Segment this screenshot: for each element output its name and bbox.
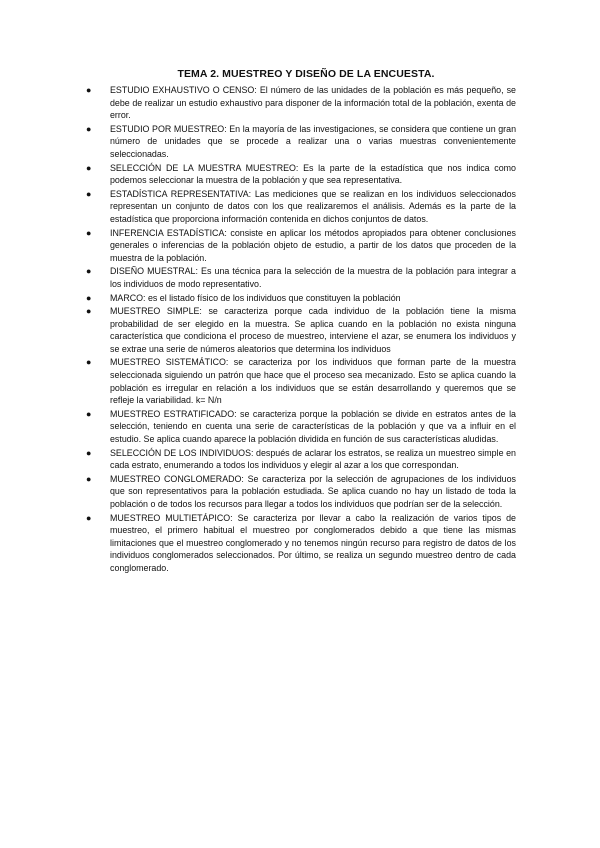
list-item bbox=[86, 408, 516, 446]
list-item-text: ESTADÍSTICA REPRESENTATIVA: Las mediciones que se realizan en los individuos seleccionados representan un conjunto de datos con los que realizaremos el análisis. Además es la parte de la estadística que proporciona información contenida en dichos conjuntos de datos. bbox=[110, 188, 516, 224]
list-item-text: ESTUDIO EXHAUSTIVO O CENSO: El número de las unidades de la población es más pequeño, se debe de realizar un estudio exhaustivo para disponer de la información total de la población, exenta de error. bbox=[110, 85, 516, 121]
list-item-text: DISEÑO MUESTRAL: Es una técnica para la selección de la muestra de la población para integrar a los individuos de modo representativo. bbox=[110, 266, 516, 289]
list-item bbox=[86, 356, 516, 406]
list-item-text: MUESTREO ESTRATIFICADO: se caracteriza porque la población se divide en estratos antes de la selección, teniendo en cuenta una serie de características de la población y que va a influir en el estudio. Se aplica cuando aparece la población dividida en función de sus características aludidas. bbox=[110, 408, 516, 445]
list-item bbox=[86, 305, 516, 355]
list-item bbox=[86, 227, 516, 265]
bullet-icon: ● bbox=[86, 292, 92, 303]
list-item bbox=[86, 447, 516, 472]
list-item bbox=[86, 265, 516, 290]
bullet-icon: ● bbox=[86, 266, 92, 277]
list-item-text: MUESTREO SISTEMÁTICO: se caracteriza por los individuos que forman parte de la muestra seleccionada siguiendo un patrón que hace que el proceso sea mecanizado. Esto se aplica cuando la población es irregular en relación a los individuos que se están desarrollando y queremos que se refleje la variabilidad. k= N/n bbox=[110, 357, 516, 406]
list-item-text: MUESTREO CONGLOMERADO: Se caracteriza por la selección de agrupaciones de los individuos que son representativos para la población estudiada. Se aplica cuando no hay un listado de toda la población o de todos los recursos para llegar a todos los individuos que podrían ser de la selección. bbox=[110, 473, 516, 509]
bullet-icon: ● bbox=[86, 188, 92, 199]
bullet-icon: ● bbox=[86, 306, 92, 317]
page-title: TEMA 2. MUESTREO Y DISEÑO DE LA ENCUESTA. bbox=[177, 68, 435, 80]
bullet-icon: ● bbox=[86, 447, 92, 458]
list-item bbox=[86, 292, 516, 305]
list-item bbox=[86, 512, 516, 575]
list-item bbox=[86, 123, 516, 161]
list-item-text: INFERENCIA ESTADÍSTICA: consiste en aplicar los métodos apropiados para obtener conclusiones generales o inferencias de la población objeto de estudio, a partir de los datos que proceden de la muestra de la población. bbox=[110, 227, 516, 263]
definition-list bbox=[86, 84, 516, 575]
list-item bbox=[86, 84, 516, 122]
list-item-text: MUESTREO MULTIETÁPICO: Se caracteriza por llevar a cabo la realización de varios tipos de muestreo, el primero habitual el muestreo por conglomerados debido a que tiene las mismas limitaciones que el muestreo conglomerado y no tenemos ningún recurso para registro de datos de los individuos conglomerados seleccionados. Por último, se realiza un segundo muestreo dentro de cada conglomerado. bbox=[110, 512, 516, 573]
bullet-icon: ● bbox=[86, 162, 92, 173]
list-item bbox=[86, 162, 516, 187]
bullet-icon: ● bbox=[86, 227, 92, 238]
bullet-icon: ● bbox=[86, 512, 92, 523]
bullet-icon: ● bbox=[86, 357, 92, 368]
list-item-text: ESTUDIO POR MUESTREO: En la mayoría de las investigaciones, se considera que contiene un gran número de unidades que se procede a realizar una o varias muestras convenientemente seleccionadas. bbox=[110, 123, 516, 159]
list-item bbox=[86, 473, 516, 511]
bullet-icon: ● bbox=[86, 85, 92, 95]
bullet-icon: ● bbox=[86, 123, 92, 134]
list-item-text: MUESTREO SIMPLE: se caracteriza porque cada individuo de la población tiene la misma probabilidad de ser elegido en la muestra. Se aplica cuando en la población no exista ninguna característica que condiciona el proceso de muestreo, interviene el azar, se enumera los individuos y se extrae una serie de números aleatorios que determina los individuos bbox=[110, 306, 516, 354]
list-item-text: SELECCIÓN DE LA MUESTRA MUESTREO: Es la parte de la estadística que nos indica como podemos seleccionar la muestra de la población y que sea representativa. bbox=[110, 162, 516, 186]
bullet-icon: ● bbox=[86, 473, 92, 484]
list-item bbox=[86, 188, 516, 226]
list-item-text: SELECCIÓN DE LOS INDIVIDUOS: después de aclarar los estratos, se realiza un muestreo simple en cada estrato, enumerando a todos los individuos y elegir al azar a los que correspondan. bbox=[110, 447, 516, 471]
bullet-icon: ● bbox=[86, 408, 92, 419]
list-item-text: MARCO: es el listado físico de los individuos que constituyen la población bbox=[110, 292, 401, 303]
